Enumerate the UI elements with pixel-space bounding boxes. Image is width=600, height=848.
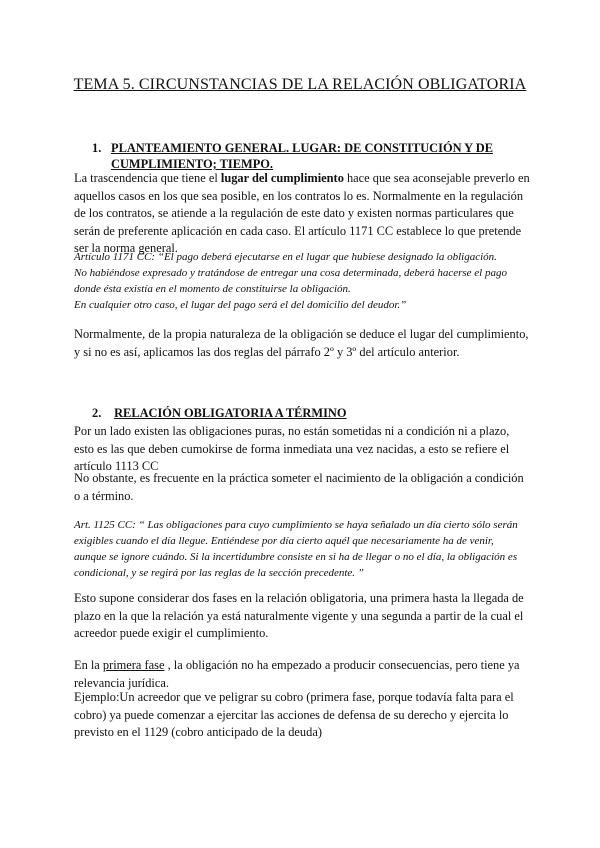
section-2-heading-text: RELACIÓN OBLIGATORIA A TÉRMINO (114, 406, 347, 420)
section-1-number: 1. (92, 141, 102, 155)
citation-line: En cualquier otro caso, el lugar del pago será el del domicilio del deudor.” (74, 299, 407, 311)
section-2-paragraph-4 (74, 657, 532, 692)
section-2-paragraph-3: Esto supone considerar dos fases en la relación obligatoria, una primera hasta la llegada de plazo en la que la relación ya está naturalmente vigente y una segunda a partir de la cual el acreedor puede exigir el cumplimiento. (74, 591, 524, 640)
section-1-p1-text-b: hace que sea aconsejable preverlo en aquellos casos en los que sea posible, en los contratos lo es. Normalmente en la regulación de los contratos, se atiende a la regulación de este dato y existen normas particulares que serán de preferente aplicación en cada caso. El artículo 1171 CC establece lo que pretende ser la norma general. (74, 171, 530, 255)
section-2-paragraph-5: Ejemplo:Un acreedor que ve peligrar su cobro (primera fase, porque todavía falta para el cobro) ya puede comenzar a ejercitar las acciones de defensa de su derecho y ejercita lo previsto en el 1129 (cobro anticipado de la deuda) (74, 690, 514, 739)
section-2-p4-underlined: primera fase (102, 658, 165, 672)
section-1-p1-text-a: La trascendencia que tiene el (74, 171, 221, 185)
citation-line: aunque se ignore cuándo. Si la incertidumbre consiste en si ha de llegar o no el día, la obligación es (74, 551, 518, 563)
section-2-paragraph-1: Por un lado existen las obligaciones puras, no están sometidas ni a condición ni a plazo, esto es las que deben cumokirse de forma inmediata una vez nacidas, a esto se refiere el artículo 1113 CC (74, 424, 510, 473)
page-title: TEMA 5. CIRCUNSTANCIAS DE LA RELACIÓN OBLIGATORIA (73, 76, 527, 93)
article-1171-citation (74, 249, 534, 313)
article-1125-citation (74, 517, 534, 581)
section-2-number: 2. (92, 406, 102, 420)
citation-line: Art. 1125 CC: “ Las obligaciones para cuyo cumplimiento se haya señalado un día cierto sólo serán (74, 519, 518, 531)
section-2-paragraph-2: No obstante, es frecuente en la práctica someter el nacimiento de la obligación a condición o a término. (74, 471, 524, 503)
section-1-heading (92, 140, 532, 172)
section-2-p4-text-a: En la (74, 658, 103, 672)
citation-line: No habiéndose expresado y tratándose de entregar una cosa determinada, deberá hacerse el pago (74, 267, 507, 279)
section-1-paragraph-2: Normalmente, de la propia naturaleza de la obligación se deduce el lugar del cumplimiento, y si no es así, aplicamos las dos reglas del párrafo 2º y 3º del artículo anterior. (74, 327, 529, 359)
citation-line: Artículo 1171 CC: “El pago deberá ejecutarse en el lugar que hubiese designado la obligación. (74, 251, 497, 263)
section-1-heading-text: PLANTEAMIENTO GENERAL. LUGAR: DE CONSTITUCIÓN Y DE CUMPLIMIENTO; TIEMPO. (111, 141, 493, 171)
section-2-heading (92, 405, 532, 421)
citation-line: condicional, y se regirá por las reglas de la sección precedente. ” (74, 567, 364, 579)
citation-line: donde ésta existía en el momento de constituirse la obligación. (74, 283, 351, 295)
section-1-p1-bold: lugar del cumplimiento (220, 171, 344, 185)
citation-line: exigibles cuando el día llegue. Entiéndese por día cierto aquél que necesariamente ha de venir, (74, 535, 494, 547)
section-2-p4-text-b: , la obligación no ha empezado a producir consecuencias, pero tiene ya relevancia jurídica. (74, 658, 520, 690)
section-1-paragraph-1 (74, 170, 532, 258)
